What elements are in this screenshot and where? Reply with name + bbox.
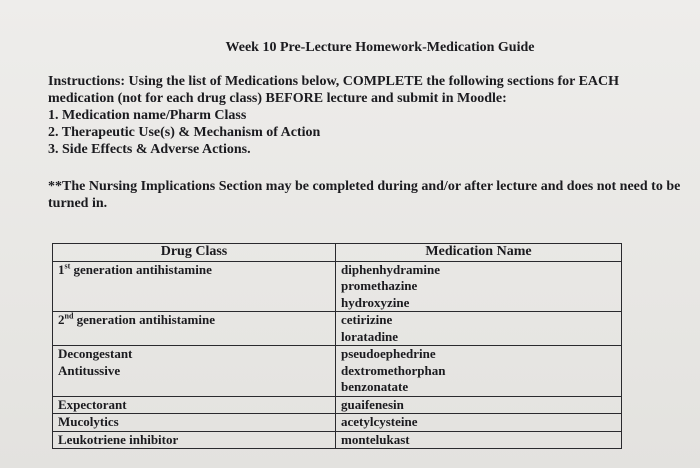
drug-class-cell: Mucolytics: [53, 414, 336, 432]
drug-class-label: [58, 262, 330, 279]
table-row: [53, 396, 622, 414]
table-header-row: [53, 244, 622, 262]
table-row: [53, 431, 622, 449]
medication-name: benzonatate: [341, 379, 409, 394]
nursing-note: **The Nursing Implications Section may be completed during and/or after lecture and does not need to be turned in.: [48, 179, 681, 211]
table-row: [53, 346, 622, 397]
instruction-item: 3. Side Effects & Adverse Actions.: [48, 142, 251, 157]
table-row: [53, 312, 622, 346]
drug-class-cell: [53, 346, 336, 397]
medication-cell: guaifenesin: [336, 396, 622, 414]
medication-name: dextromethorphan: [341, 362, 446, 378]
medication-name: hydroxyzine: [341, 294, 410, 310]
instructions-block: [48, 73, 688, 158]
medication-name: pseudoephedrine: [341, 346, 436, 361]
drug-class-label: [58, 312, 330, 329]
medication-cell: [336, 261, 622, 312]
drug-class-cell: Expectorant: [53, 396, 336, 414]
medication-name: loratadine: [341, 328, 399, 344]
drug-class-label: Decongestant: [58, 346, 133, 361]
drug-class-cell: [53, 261, 336, 312]
ordinal-text: 2nd generation antihistamine: [58, 311, 215, 327]
ordinal-suffix: st: [64, 261, 71, 271]
table-row: [53, 261, 622, 312]
medication-name: cetirizine: [341, 312, 393, 327]
ordinal-suffix: nd: [64, 311, 74, 321]
drug-class-cell: Leukotriene inhibitor: [53, 431, 336, 449]
medication-name: diphenhydramine: [341, 261, 440, 277]
medication-cell: acetylcysteine: [336, 414, 622, 432]
instruction-item: 1. Medication name/Pharm Class: [48, 108, 247, 123]
page-title: Week 10 Pre-Lecture Homework-Medication Guide: [225, 40, 535, 55]
medication-table: [52, 243, 622, 449]
medication-cell: [336, 312, 622, 346]
drug-class-label: Antitussive: [58, 362, 121, 378]
instruction-item: 2. Therapeutic Use(s) & Mechanism of Action: [48, 125, 321, 140]
drug-class-cell: [53, 312, 336, 346]
header-drug-class: Drug Class: [53, 244, 336, 262]
medication-name: promethazine: [341, 278, 418, 293]
instructions-list: [48, 107, 688, 158]
table-row: [53, 414, 622, 432]
header-medication-name: Medication Name: [336, 244, 622, 262]
instructions-intro: Instructions: Using the list of Medications below, COMPLETE the following sections for EACH medication (not for each drug class) BEFORE lecture and submit in Moodle:: [48, 74, 620, 106]
ordinal-text: 1st generation antihistamine: [58, 261, 212, 277]
medication-cell: [336, 346, 622, 397]
medication-cell: montelukast: [336, 431, 622, 449]
